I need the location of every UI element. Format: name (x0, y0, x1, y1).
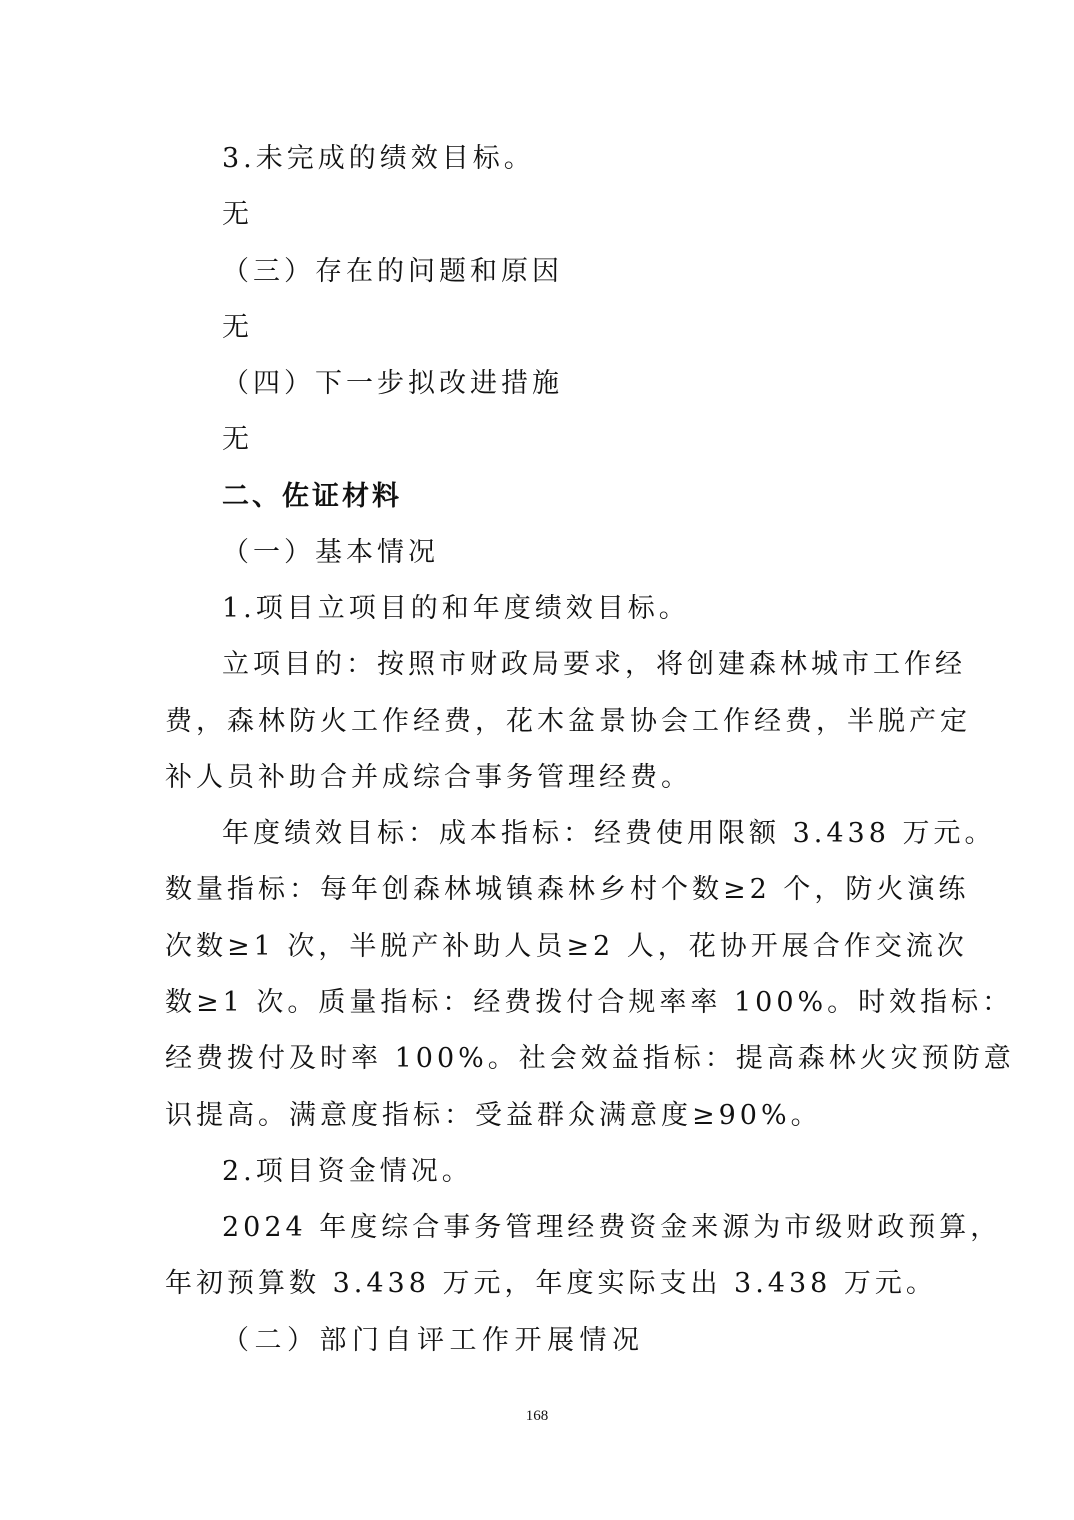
section-heading: （一）基本情况 (222, 537, 439, 568)
paragraph-line: 次数≥1 次，半脱产补助人员≥2 人，花协开展合作交流次 (165, 931, 968, 962)
paragraph-line: 年度绩效目标：成本指标：经费使用限额 3.438 万元。 (222, 818, 996, 849)
paragraph-line: 数≥1 次。质量指标：经费拨付合规率率 100%。时效指标： (165, 987, 1014, 1018)
section-heading: （三）存在的问题和原因 (222, 256, 563, 287)
body-text: 无 (222, 312, 253, 343)
paragraph-line: 经费拨付及时率 100%。社会效益指标：提高森林火灾预防意 (165, 1043, 1015, 1074)
section-heading: （四）下一步拟改进措施 (222, 368, 563, 399)
body-text: 无 (222, 199, 253, 230)
subsection-heading: 1.项目立项目的和年度绩效目标。 (222, 593, 690, 624)
body-text: 无 (222, 424, 253, 455)
section-heading: （二）部门自评工作开展情况 (222, 1325, 645, 1356)
paragraph-line: 识提高。满意度指标：受益群众满意度≥90%。 (165, 1100, 822, 1131)
paragraph-line: 数量指标：每年创森林城镇森林乡村个数≥2 个，防火演练 (165, 874, 970, 905)
paragraph-line: 补人员补助合并成综合事务管理经费。 (165, 762, 692, 793)
major-heading: 二、佐证材料 (222, 481, 402, 512)
subsection-heading: 2.项目资金情况。 (222, 1156, 473, 1187)
paragraph-line: 费，森林防火工作经费，花木盆景协会工作经费，半脱产定 (165, 706, 971, 737)
paragraph-line: 2024 年度综合事务管理经费资金来源为市级财政预算， (222, 1212, 1002, 1243)
paragraph-line: 立项目的：按照市财政局要求，将创建森林城市工作经 (222, 649, 966, 680)
page-number: 168 (525, 1408, 549, 1424)
unfinished-goals-heading: 3.未完成的绩效目标。 (222, 143, 535, 174)
paragraph-line: 年初预算数 3.438 万元，年度实际支出 3.438 万元。 (165, 1268, 937, 1299)
